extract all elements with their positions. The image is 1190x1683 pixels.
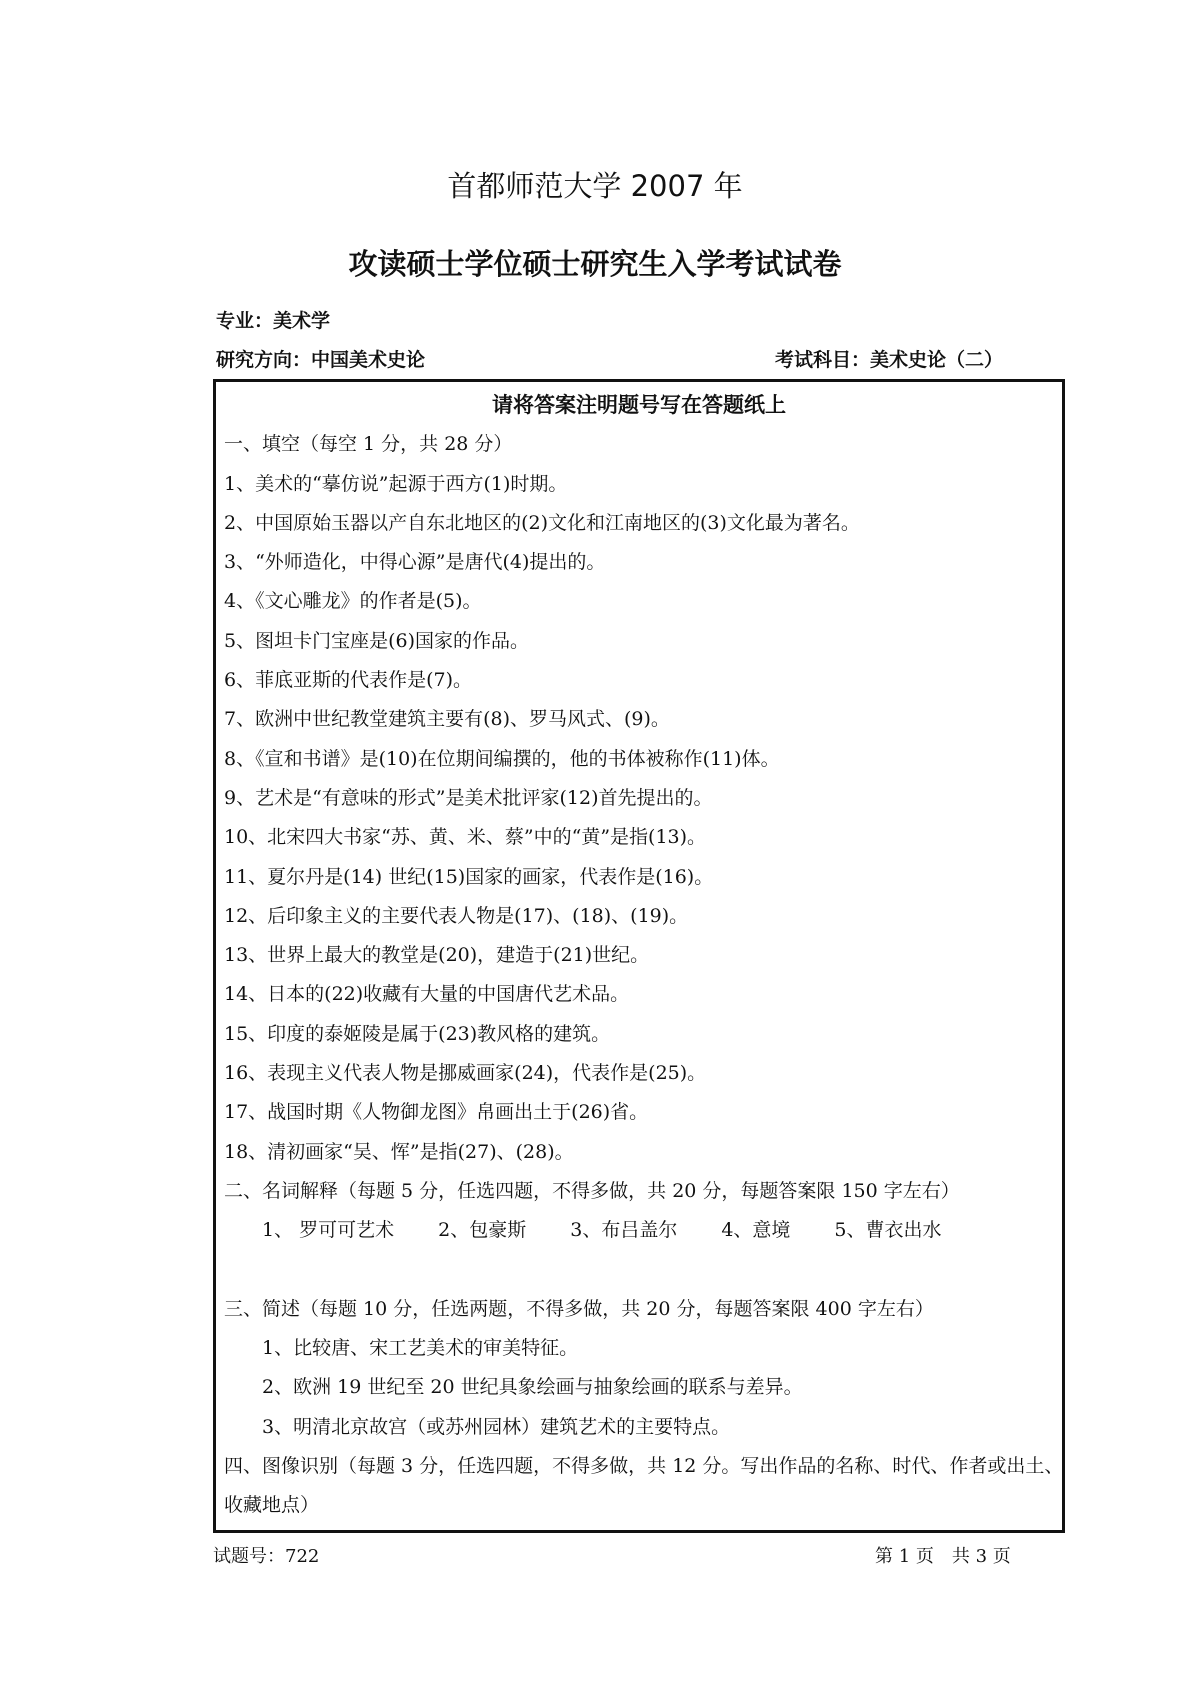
- section-term-title: 二、名词解释（每题 5 分，任选四题，不得多做，共 20 分，每题答案限 150 字左右）: [224, 1179, 960, 1202]
- question-box: [213, 379, 1065, 1533]
- section-image-id-title-cont: 收藏地点）: [224, 1494, 320, 1517]
- fill-blank-item: 9、艺术是“有意味的形式”是美术批评家(12)首先提出的。: [224, 786, 713, 809]
- section-fill-blank-title: 一、填空（每空 1 分，共 28 分）: [224, 433, 513, 456]
- section-image-id-title: 四、图像识别（每题 3 分，任选四题，不得多做，共 12 分。写出作品的名称、时代、作者或出土、: [224, 1455, 1064, 1478]
- fill-blank-item: 14、日本的(22)收藏有大量的中国唐代艺术品。: [224, 983, 630, 1006]
- short-answer-item: 1、比较唐、宋工艺美术的审美特征。: [262, 1337, 579, 1360]
- exam-title: 攻读硕士学位硕士研究生入学考试试卷: [348, 247, 842, 281]
- fill-blank-item: 17、战国时期《人物御龙图》帛画出土于(26)省。: [224, 1101, 649, 1124]
- fill-blank-item: 10、北宋四大书家“苏、黄、米、蔡”中的“黄”是指(13)。: [224, 826, 707, 849]
- exam-number: 试题号：722: [213, 1546, 320, 1567]
- term-item: 3、布吕盖尔: [570, 1219, 678, 1242]
- section-short-answer-title: 三、简述（每题 10 分，任选两题，不得多做，共 20 分，每题答案限 400 字左右）: [224, 1297, 934, 1320]
- fill-blank-item: 13、世界上最大的教堂是(20)，建造于(21)世纪。: [224, 944, 650, 967]
- fill-blank-item: 3、“外师造化，中得心源”是唐代(4)提出的。: [224, 551, 606, 574]
- research-direction: 研究方向：中国美术史论: [216, 349, 426, 371]
- short-answer-item: 2、欧洲 19 世纪至 20 世纪具象绘画与抽象绘画的联系与差异。: [262, 1376, 803, 1399]
- term-item: 2、包豪斯: [438, 1219, 527, 1242]
- exam-title-university: 首都师范大学 2007 年: [447, 169, 743, 203]
- fill-blank-item: 6、菲底亚斯的代表作是(7)。: [224, 669, 473, 692]
- short-answer-item: 3、明清北京故宫（或苏州园林）建筑艺术的主要特点。: [262, 1415, 731, 1438]
- term-item: 1、 罗可可艺术: [262, 1219, 395, 1242]
- page-number: 第 1 页 共 3 页: [875, 1546, 1011, 1567]
- fill-blank-item: 8、《宣和书谱》是(10)在位期间编撰的，他的书体被称作(11)体。: [224, 747, 780, 770]
- term-item: 5、曹衣出水: [834, 1219, 942, 1242]
- fill-blank-item: 16、表现主义代表人物是挪威画家(24)，代表作是(25)。: [224, 1062, 707, 1085]
- term-list: [224, 1211, 1054, 1250]
- term-item: 4、意境: [721, 1219, 791, 1242]
- fill-blank-item: 11、夏尔丹是(14) 世纪(15)国家的画家，代表作是(16)。: [224, 865, 714, 888]
- fill-blank-item: 15、印度的泰姬陵是属于(23)教风格的建筑。: [224, 1022, 611, 1045]
- blank-line: [224, 1251, 1054, 1290]
- fill-blank-item: 18、清初画家“吴、恽”是指(27)、(28)。: [224, 1140, 574, 1163]
- exam-subject: 考试科目：美术史论（二）: [775, 349, 1004, 371]
- fill-blank-item: 12、后印象主义的主要代表人物是(17)、(18)、(19)。: [224, 904, 689, 927]
- fill-blank-item: 5、图坦卡门宝座是(6)国家的作品。: [224, 629, 530, 652]
- fill-blank-item: 7、欧洲中世纪教堂建筑主要有(8)、罗马风式、(9)。: [224, 708, 670, 731]
- major-label: 专业：美术学: [216, 310, 331, 332]
- fill-blank-item: 2、中国原始玉器以产自东北地区的(2)文化和江南地区的(3)文化最为著名。: [224, 511, 860, 534]
- answer-instruction: 请将答案注明题号写在答题纸上: [492, 393, 786, 417]
- fill-blank-item: 1、美术的“摹仿说”起源于西方(1)时期。: [224, 472, 568, 495]
- fill-blank-item: 4、《文心雕龙》的作者是(5)。: [224, 590, 482, 613]
